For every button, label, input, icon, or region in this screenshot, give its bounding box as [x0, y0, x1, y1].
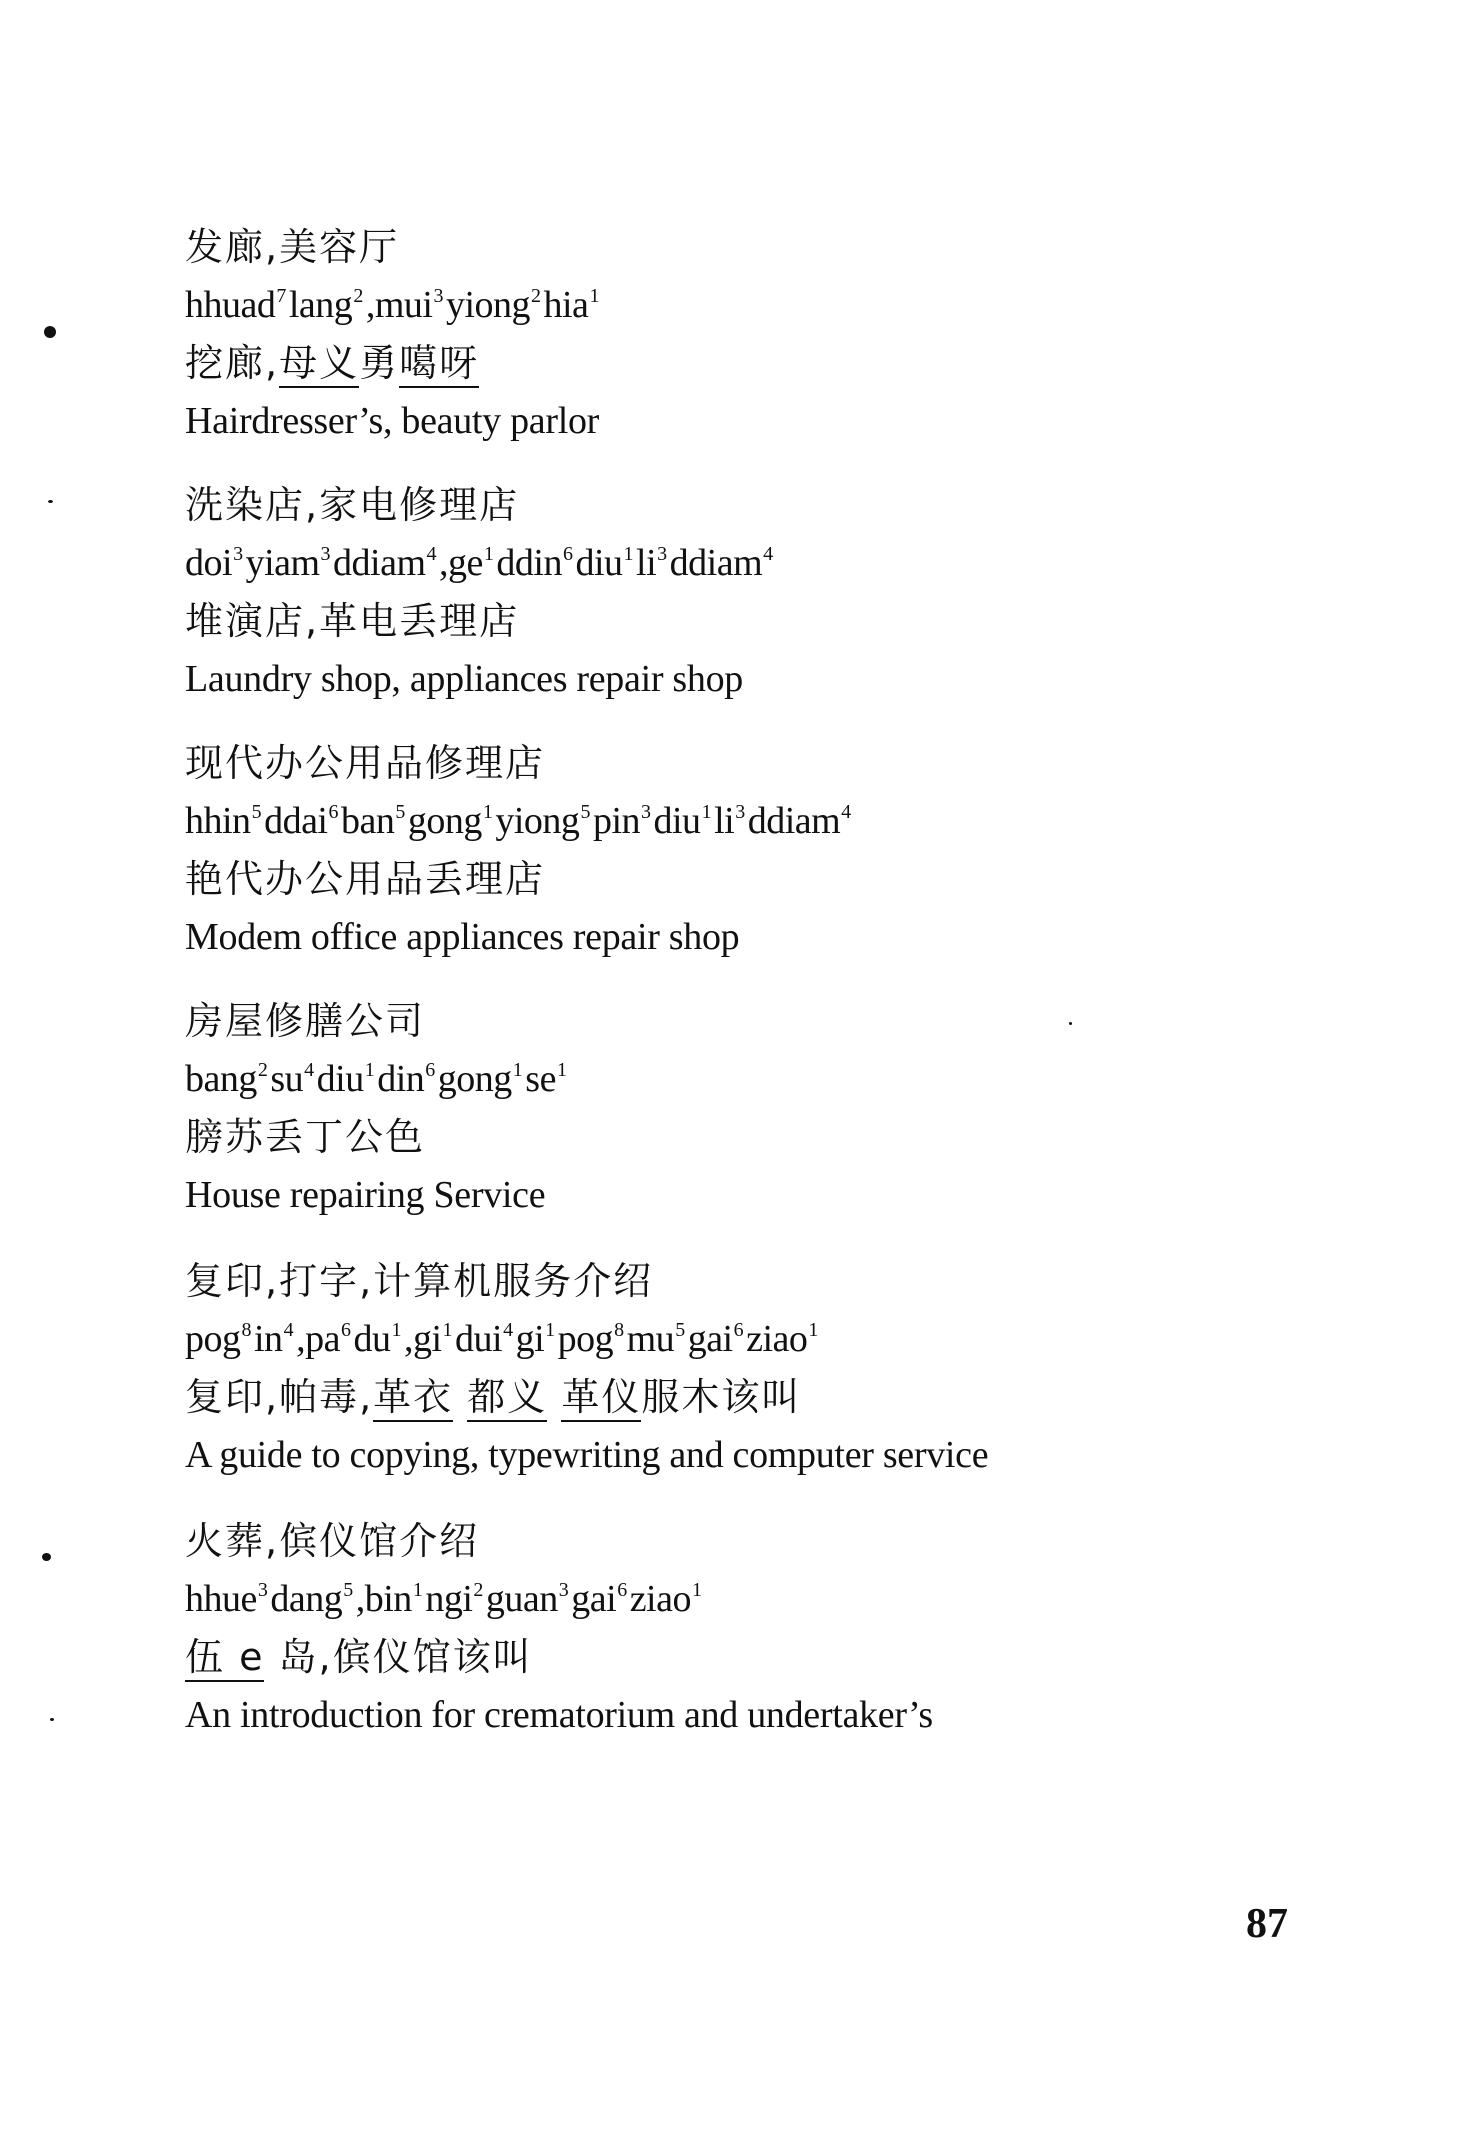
- scan-speck: [50, 1718, 54, 1721]
- syllable: [746, 1318, 821, 1360]
- syllable-text: din: [377, 1058, 425, 1100]
- tone-number: 6: [328, 801, 338, 823]
- chinese-term: 火葬,傧仪馆介绍: [185, 1519, 480, 1563]
- tone-number: 1: [556, 1059, 567, 1081]
- tone-number: 1: [701, 801, 712, 823]
- tone-number: 3: [558, 1579, 569, 1601]
- syllable: [185, 800, 264, 842]
- syllable: [254, 1318, 296, 1360]
- scan-speck: [1069, 1022, 1072, 1025]
- dialect-transcription: [185, 1368, 1335, 1426]
- syllable-text: su: [270, 1058, 304, 1100]
- syllable: [516, 1318, 558, 1360]
- english-translation: Modem office appliances repair shop: [185, 916, 740, 958]
- syllable-text: hhue: [185, 1578, 257, 1620]
- syllable-text: yiam: [245, 542, 320, 584]
- syllable-text: gai: [571, 1578, 617, 1620]
- syllable-text: ,mui: [365, 284, 433, 326]
- syllable: [748, 800, 854, 842]
- page-number: 87: [1246, 1901, 1288, 1947]
- syllable-text: gi: [515, 1318, 545, 1360]
- syllable: [404, 1318, 455, 1360]
- syllable-text: gong: [437, 1058, 512, 1100]
- dialect-transcription: [185, 850, 1335, 908]
- syllable: [714, 800, 748, 842]
- text-segment: 岛,傧仪馆该叫: [264, 1635, 533, 1679]
- syllable-text: guan: [485, 1578, 558, 1620]
- syllable: [185, 1058, 270, 1100]
- syllable: [185, 542, 246, 584]
- dialect-transcription: [185, 1628, 1335, 1686]
- tone-number: 1: [691, 1579, 702, 1601]
- syllable-text: se: [525, 1058, 556, 1100]
- phrase-entry: [185, 992, 1335, 1224]
- text-segment: 膀苏丢丁公色: [185, 1115, 426, 1159]
- syllable-text: dui: [455, 1318, 503, 1360]
- syllable-text: ddai: [264, 800, 328, 842]
- romanization: [185, 1310, 1335, 1368]
- tone-number: 3: [233, 543, 243, 565]
- chinese-term: 发廊,美容厅: [185, 225, 400, 269]
- phrase-entry: [185, 1512, 1335, 1744]
- text-segment: 勇: [359, 341, 400, 385]
- tone-number: 2: [473, 1579, 483, 1601]
- syllable: [296, 1318, 353, 1360]
- text-segment: 堆演店,革电丢理店: [185, 599, 520, 643]
- syllable-text: ddiam: [333, 542, 426, 584]
- tone-number: 5: [251, 801, 262, 823]
- underlined-segment: 伍 e: [185, 1635, 264, 1682]
- syllable-text: ddiam: [747, 800, 841, 842]
- syllable: [366, 284, 446, 326]
- syllable-text: lang: [288, 284, 353, 326]
- phrase-entry: [185, 1252, 1335, 1484]
- syllable: [496, 542, 575, 584]
- romanization: [185, 792, 1335, 850]
- syllable: [270, 1578, 355, 1620]
- syllable: [246, 542, 333, 584]
- phrase-entry: [185, 218, 1335, 450]
- text-segment: 服木该叫: [641, 1375, 802, 1419]
- syllable: [408, 800, 496, 842]
- syllable: [377, 1058, 438, 1100]
- tone-number: 1: [442, 1319, 452, 1341]
- tone-number: 5: [395, 801, 405, 823]
- syllable-text: li: [636, 542, 657, 584]
- tone-number: 2: [257, 1059, 268, 1081]
- text-segment: 艳代办公用品丢理店: [185, 857, 546, 901]
- syllable: [439, 542, 496, 584]
- syllable-text: doi: [185, 542, 233, 584]
- syllable-text: ban: [341, 800, 395, 842]
- syllable: [185, 1318, 254, 1360]
- syllable: [333, 542, 439, 584]
- english-translation: A guide to copying, typewriting and computer service: [185, 1434, 989, 1476]
- tone-number: 4: [763, 543, 773, 565]
- tone-number: 1: [623, 543, 634, 565]
- syllable-text: ddiam: [669, 542, 763, 584]
- scan-speck: [48, 500, 53, 503]
- syllable-text: in: [254, 1318, 283, 1360]
- underlined-segment: 革仪: [561, 1375, 641, 1422]
- tone-number: 1: [412, 1579, 423, 1601]
- tone-number: 6: [733, 1319, 744, 1341]
- syllable-text: gai: [687, 1318, 733, 1360]
- dialect-transcription: [185, 592, 1335, 650]
- tone-number: 4: [426, 543, 437, 565]
- syllable: [495, 800, 593, 842]
- tone-number: 1: [545, 1319, 555, 1341]
- tone-number: 4: [304, 1059, 314, 1081]
- syllable-text: diu: [575, 542, 623, 584]
- syllable: [558, 1318, 627, 1360]
- tone-number: 3: [657, 543, 667, 565]
- tone-number: 3: [641, 801, 651, 823]
- underlined-segment: 都义: [467, 1375, 547, 1422]
- syllable-text: ziao: [629, 1578, 691, 1620]
- tone-number: 7: [276, 285, 286, 307]
- chinese-term: 复印,打字,计算机服务介绍: [185, 1259, 654, 1303]
- syllable: [636, 542, 670, 584]
- syllable: [185, 284, 289, 326]
- text-segment: 复印,帕毒,: [185, 1375, 374, 1419]
- romanization: [185, 1050, 1335, 1108]
- syllable: [289, 284, 366, 326]
- tone-number: 4: [503, 1319, 513, 1341]
- syllable: [654, 800, 715, 842]
- syllable-text: gong: [407, 800, 482, 842]
- syllable: [575, 542, 636, 584]
- syllable: [353, 1318, 404, 1360]
- syllable-text: pog: [557, 1318, 614, 1360]
- syllable: [317, 1058, 378, 1100]
- underlined-segment: 噶呀: [399, 341, 479, 388]
- syllable-text: bang: [185, 1058, 257, 1100]
- dialect-transcription: [185, 334, 1335, 392]
- syllable-text: ziao: [746, 1318, 808, 1360]
- syllable-text: diu: [316, 1058, 364, 1100]
- tone-number: 1: [483, 543, 494, 565]
- syllable-text: ,pa: [296, 1318, 340, 1360]
- romanization: [185, 276, 1335, 334]
- dialect-transcription: [185, 1108, 1335, 1166]
- tone-number: 1: [589, 285, 599, 307]
- syllable: [627, 1318, 688, 1360]
- tone-number: 1: [391, 1319, 401, 1341]
- tone-number: 2: [353, 285, 363, 307]
- phrase-entry: [185, 734, 1335, 966]
- syllable: [544, 284, 602, 326]
- syllable: [356, 1578, 426, 1620]
- tone-number: 5: [675, 1319, 685, 1341]
- syllable-text: dang: [270, 1578, 343, 1620]
- romanization: [185, 534, 1335, 592]
- tone-number: 3: [433, 285, 443, 307]
- tone-number: 2: [531, 285, 541, 307]
- english-translation: An introduction for crematorium and undertaker’s: [185, 1694, 933, 1736]
- syllable: [630, 1578, 705, 1620]
- tone-number: 6: [562, 543, 573, 565]
- tone-number: 6: [617, 1579, 627, 1601]
- syllable-text: hia: [543, 284, 589, 326]
- tone-number: 4: [841, 801, 851, 823]
- syllable: [688, 1318, 746, 1360]
- phrase-entry: [185, 476, 1335, 708]
- text-segment: 挖廊,: [185, 341, 280, 385]
- syllable-text: yiong: [495, 800, 580, 842]
- text-segment: [547, 1375, 561, 1419]
- scan-speck: [42, 1553, 51, 1561]
- tone-number: 1: [482, 801, 493, 823]
- tone-number: 6: [425, 1059, 435, 1081]
- tone-number: 5: [343, 1579, 353, 1601]
- syllable: [270, 1058, 316, 1100]
- syllable-text: hhin: [185, 800, 251, 842]
- romanization: [185, 1570, 1335, 1628]
- syllable-text: yiong: [445, 284, 530, 326]
- syllable: [438, 1058, 526, 1100]
- tone-number: 3: [257, 1579, 268, 1601]
- syllable-text: ,ge: [439, 542, 483, 584]
- underlined-segment: 革衣: [373, 1375, 453, 1422]
- syllable: [571, 1578, 629, 1620]
- tone-number: 5: [580, 801, 590, 823]
- syllable-text: du: [353, 1318, 391, 1360]
- syllable-text: ddin: [496, 542, 562, 584]
- chinese-term: 洗染店,家电修理店: [185, 483, 520, 527]
- syllable-text: diu: [653, 800, 701, 842]
- scan-speck: [44, 326, 56, 338]
- syllable: [670, 542, 776, 584]
- syllable: [455, 1318, 516, 1360]
- english-translation: Hairdresser’s, beauty parlor: [185, 400, 600, 442]
- syllable: [425, 1578, 486, 1620]
- syllable: [264, 800, 341, 842]
- syllable: [593, 800, 654, 842]
- tone-number: 3: [320, 543, 331, 565]
- tone-number: 1: [364, 1059, 375, 1081]
- tone-number: 8: [241, 1319, 251, 1341]
- tone-number: 8: [614, 1319, 624, 1341]
- tone-number: 6: [340, 1319, 351, 1341]
- chinese-term: 房屋修膳公司: [185, 999, 426, 1043]
- syllable: [185, 1578, 270, 1620]
- text-segment: [453, 1375, 467, 1419]
- syllable-text: mu: [626, 1318, 675, 1360]
- tone-number: 4: [283, 1319, 294, 1341]
- syllable-text: ngi: [425, 1578, 473, 1620]
- syllable-text: li: [714, 800, 735, 842]
- syllable: [446, 284, 544, 326]
- underlined-segment: 母义: [279, 341, 359, 388]
- syllable-text: pin: [592, 800, 640, 842]
- syllable-text: ,gi: [403, 1318, 442, 1360]
- syllable-text: ,bin: [355, 1578, 412, 1620]
- english-translation: Laundry shop, appliances repair shop: [185, 658, 743, 700]
- tone-number: 1: [808, 1319, 818, 1341]
- tone-number: 3: [735, 801, 745, 823]
- chinese-term: 现代办公用品修理店: [185, 741, 546, 785]
- syllable-text: pog: [185, 1318, 241, 1360]
- syllable-text: hhuad: [185, 284, 276, 326]
- english-translation: House repairing Service: [185, 1174, 546, 1216]
- syllable: [525, 1058, 569, 1100]
- syllable: [341, 800, 408, 842]
- tone-number: 1: [512, 1059, 523, 1081]
- syllable: [486, 1578, 571, 1620]
